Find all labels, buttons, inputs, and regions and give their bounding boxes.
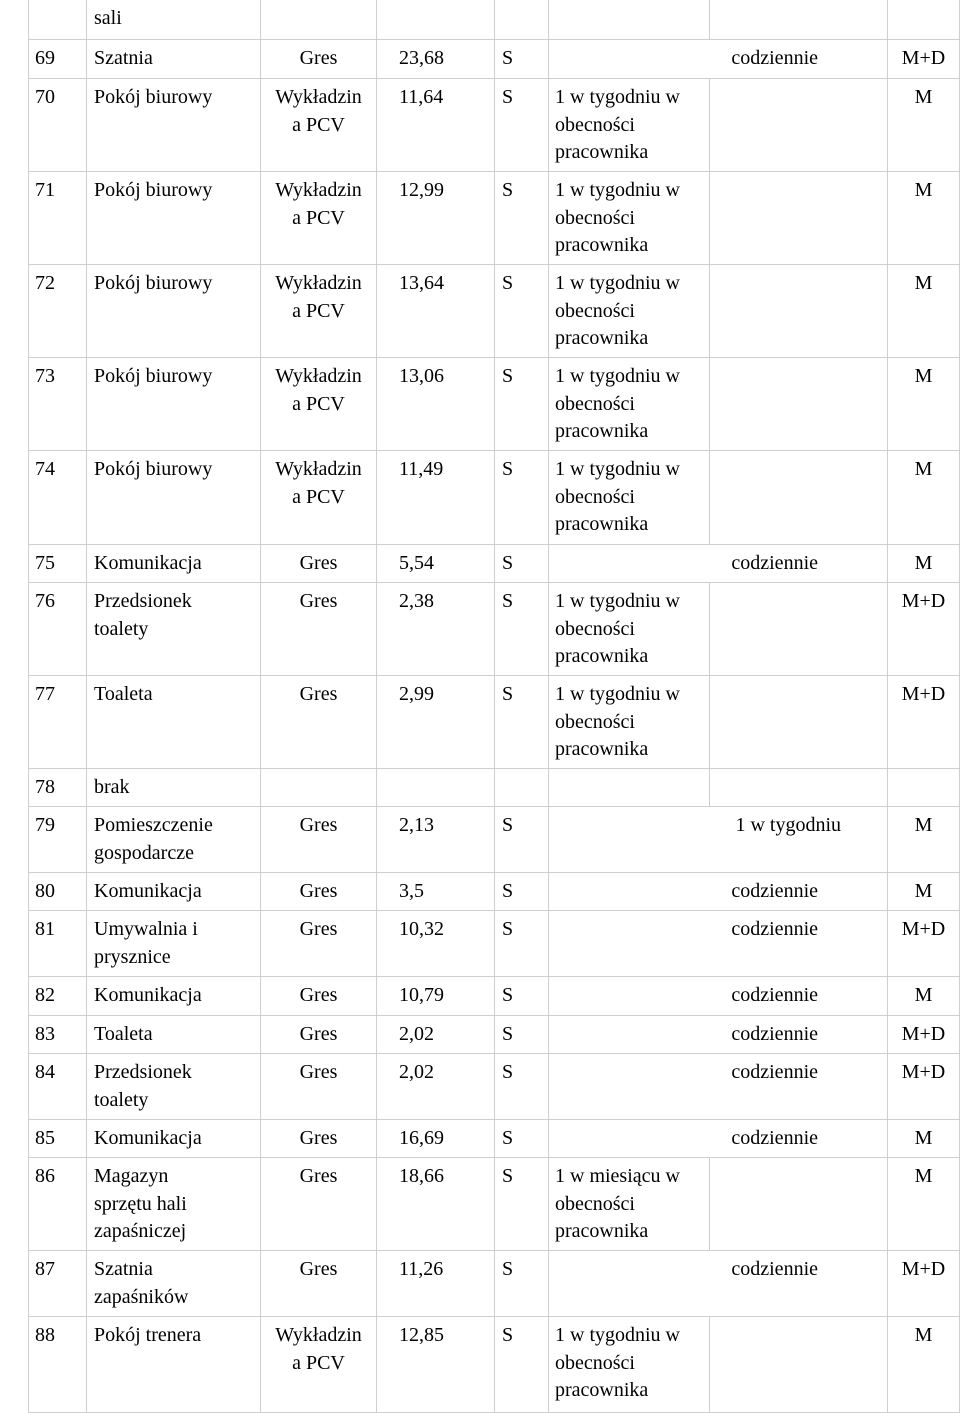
table-row	[0, 911, 960, 977]
floor-material: Gres	[260, 807, 376, 873]
cleaning-frequency: codziennie	[548, 1120, 887, 1158]
responsible-staff: M+D	[887, 676, 960, 769]
table-cell-empty	[709, 358, 887, 451]
table-row	[0, 1016, 960, 1054]
table-cell-empty	[709, 79, 887, 172]
cleaning-type: S	[494, 583, 548, 676]
room-area: 11,64	[376, 79, 494, 172]
room-name: Pomieszczenie gospodarcze	[86, 807, 260, 873]
cleaning-type: S	[494, 451, 548, 545]
cleaning-type: S	[494, 172, 548, 265]
room-area: 23,68	[376, 40, 494, 79]
row-number: 80	[28, 873, 86, 911]
floor-material: Gres	[260, 40, 376, 79]
room-name: Toaleta	[86, 676, 260, 769]
floor-material: Gres	[260, 911, 376, 977]
cleaning-frequency: 1 w tygodniu w obecności pracownika	[548, 583, 709, 676]
room-area: 2,38	[376, 583, 494, 676]
room-area: 10,32	[376, 911, 494, 977]
table-cell-empty	[709, 583, 887, 676]
table-cell-empty	[709, 265, 887, 358]
cleaning-frequency: codziennie	[548, 873, 887, 911]
table-cell-empty	[709, 172, 887, 265]
table-row	[0, 583, 960, 676]
table-row	[0, 1251, 960, 1317]
row-number: 81	[28, 911, 86, 977]
responsible-staff: M	[887, 79, 960, 172]
cleaning-frequency	[548, 769, 709, 807]
room-area	[376, 769, 494, 807]
floor-material: Gres	[260, 873, 376, 911]
cleaning-frequency: codziennie	[548, 1251, 887, 1317]
table-row	[0, 545, 960, 583]
cleaning-type: S	[494, 1158, 548, 1251]
row-number: 78	[28, 769, 86, 807]
floor-material: Gres	[260, 676, 376, 769]
room-area: 5,54	[376, 545, 494, 583]
cleaning-frequency: 1 w tygodniu w obecności pracownika	[548, 172, 709, 265]
floor-material: Gres	[260, 1251, 376, 1317]
room-area: 11,49	[376, 451, 494, 545]
table-row	[0, 769, 960, 807]
room-area: 18,66	[376, 1158, 494, 1251]
table-row	[0, 807, 960, 873]
cleaning-type: S	[494, 1016, 548, 1054]
cleaning-frequency: 1 w tygodniu w obecności pracownika	[548, 265, 709, 358]
cleaning-type: S	[494, 676, 548, 769]
cleaning-frequency: 1 w tygodniu w obecności pracownika	[548, 358, 709, 451]
responsible-staff: M+D	[887, 1251, 960, 1317]
table-row	[0, 172, 960, 265]
room-name: Komunikacja	[86, 1120, 260, 1158]
table-row	[0, 1158, 960, 1251]
room-name: Pokój biurowy	[86, 265, 260, 358]
table-row	[0, 358, 960, 451]
row-number: 75	[28, 545, 86, 583]
cleaning-type: S	[494, 873, 548, 911]
cleaning-frequency: codziennie	[548, 911, 887, 977]
cleaning-frequency: codziennie	[548, 545, 887, 583]
room-name: Pokój biurowy	[86, 451, 260, 545]
room-name: Pokój biurowy	[86, 79, 260, 172]
responsible-staff: M+D	[887, 911, 960, 977]
room-name: Toaleta	[86, 1016, 260, 1054]
table-row	[0, 1120, 960, 1158]
cleaning-type: S	[494, 79, 548, 172]
cleaning-frequency: 1 w tygodniu	[548, 807, 887, 873]
row-number: 70	[28, 79, 86, 172]
room-name: Przedsionek toalety	[86, 583, 260, 676]
cleaning-type: S	[494, 40, 548, 79]
row-number: 86	[28, 1158, 86, 1251]
table-cell-empty	[709, 676, 887, 769]
table-row	[0, 265, 960, 358]
room-name: brak	[86, 769, 260, 807]
row-number: 71	[28, 172, 86, 265]
responsible-staff: M	[887, 1317, 960, 1413]
responsible-staff: M	[887, 1120, 960, 1158]
floor-material	[260, 769, 376, 807]
responsible-staff: M+D	[887, 1054, 960, 1120]
cleaning-frequency: codziennie	[548, 1016, 887, 1054]
table-cell-empty	[709, 451, 887, 545]
row-number: 82	[28, 977, 86, 1016]
room-name: Pokój biurowy	[86, 358, 260, 451]
room-name: Przedsionek toalety	[86, 1054, 260, 1120]
responsible-staff: M	[887, 545, 960, 583]
cleaning-type: S	[494, 911, 548, 977]
cleaning-frequency: 1 w tygodniu w obecności pracownika	[548, 1317, 709, 1413]
row-number: 84	[28, 1054, 86, 1120]
responsible-staff	[887, 769, 960, 807]
floor-material: Wykładzin a PCV	[260, 265, 376, 358]
responsible-staff: M+D	[887, 1016, 960, 1054]
responsible-staff: M	[887, 807, 960, 873]
row-number: 76	[28, 583, 86, 676]
room-name: Umywalnia i prysznice	[86, 911, 260, 977]
responsible-staff: M+D	[887, 40, 960, 79]
floor-material: Gres	[260, 977, 376, 1016]
room-name: Magazyn sprzętu hali zapaśniczej	[86, 1158, 260, 1251]
cleaning-type: S	[494, 1054, 548, 1120]
responsible-staff: M	[887, 451, 960, 545]
responsible-staff: M	[887, 172, 960, 265]
room-name: Komunikacja	[86, 873, 260, 911]
room-area: 11,26	[376, 1251, 494, 1317]
room-name: Komunikacja	[86, 977, 260, 1016]
table-row	[0, 977, 960, 1016]
table-row	[0, 40, 960, 79]
cleaning-type: S	[494, 1317, 548, 1413]
responsible-staff: M	[887, 1158, 960, 1251]
row-number: 83	[28, 1016, 86, 1054]
floor-material: Gres	[260, 583, 376, 676]
table-row	[0, 451, 960, 545]
table-cell-empty	[709, 1317, 887, 1413]
cleaning-frequency: 1 w miesiącu w obecności pracownika	[548, 1158, 709, 1251]
room-area: 16,69	[376, 1120, 494, 1158]
row-number: 85	[28, 1120, 86, 1158]
row-number: 69	[28, 40, 86, 79]
room-area: 12,85	[376, 1317, 494, 1413]
cleaning-type: S	[494, 545, 548, 583]
cleaning-frequency: codziennie	[548, 977, 887, 1016]
cleaning-frequency: 1 w tygodniu w obecności pracownika	[548, 79, 709, 172]
row-number: 87	[28, 1251, 86, 1317]
table-row	[0, 1317, 960, 1413]
row-number: 73	[28, 358, 86, 451]
responsible-staff: M	[887, 977, 960, 1016]
table-row	[0, 873, 960, 911]
table-row	[0, 79, 960, 172]
cleaning-type	[494, 769, 548, 807]
room-name: Pokój trenera	[86, 1317, 260, 1413]
room-name: Szatnia zapaśników	[86, 1251, 260, 1317]
row-number: 74	[28, 451, 86, 545]
room-area: 3,5	[376, 873, 494, 911]
table-cell-empty	[709, 769, 887, 807]
cleaning-type: S	[494, 265, 548, 358]
cleaning-frequency: 1 w tygodniu w obecności pracownika	[548, 451, 709, 545]
table-row	[0, 1054, 960, 1120]
table-cell-continued-label: sali	[86, 0, 260, 40]
table-cell-empty	[709, 1158, 887, 1251]
cleaning-frequency: 1 w tygodniu w obecności pracownika	[548, 676, 709, 769]
room-area: 2,02	[376, 1054, 494, 1120]
floor-material: Wykładzin a PCV	[260, 172, 376, 265]
row-number: 88	[28, 1317, 86, 1413]
floor-material: Gres	[260, 1158, 376, 1251]
floor-material: Gres	[260, 1120, 376, 1158]
cleaning-type: S	[494, 358, 548, 451]
room-area: 2,13	[376, 807, 494, 873]
room-area: 13,64	[376, 265, 494, 358]
cleaning-type: S	[494, 1251, 548, 1317]
floor-material: Gres	[260, 545, 376, 583]
room-name: Komunikacja	[86, 545, 260, 583]
row-number: 77	[28, 676, 86, 769]
room-area: 2,02	[376, 1016, 494, 1054]
room-area: 2,99	[376, 676, 494, 769]
responsible-staff: M	[887, 358, 960, 451]
responsible-staff: M+D	[887, 583, 960, 676]
cleaning-type: S	[494, 977, 548, 1016]
room-area: 13,06	[376, 358, 494, 451]
cleaning-type: S	[494, 807, 548, 873]
floor-material: Wykładzin a PCV	[260, 451, 376, 545]
responsible-staff: M	[887, 873, 960, 911]
responsible-staff: M	[887, 265, 960, 358]
room-name: Szatnia	[86, 40, 260, 79]
row-number: 72	[28, 265, 86, 358]
floor-material: Gres	[260, 1054, 376, 1120]
cleaning-frequency: codziennie	[548, 1054, 887, 1120]
room-area: 12,99	[376, 172, 494, 265]
row-number: 79	[28, 807, 86, 873]
floor-material: Wykładzin a PCV	[260, 1317, 376, 1413]
table-row	[0, 676, 960, 769]
cleaning-frequency: codziennie	[548, 40, 887, 79]
floor-material: Wykładzin a PCV	[260, 79, 376, 172]
room-name: Pokój biurowy	[86, 172, 260, 265]
room-area: 10,79	[376, 977, 494, 1016]
floor-material: Gres	[260, 1016, 376, 1054]
cleaning-type: S	[494, 1120, 548, 1158]
floor-material: Wykładzin a PCV	[260, 358, 376, 451]
